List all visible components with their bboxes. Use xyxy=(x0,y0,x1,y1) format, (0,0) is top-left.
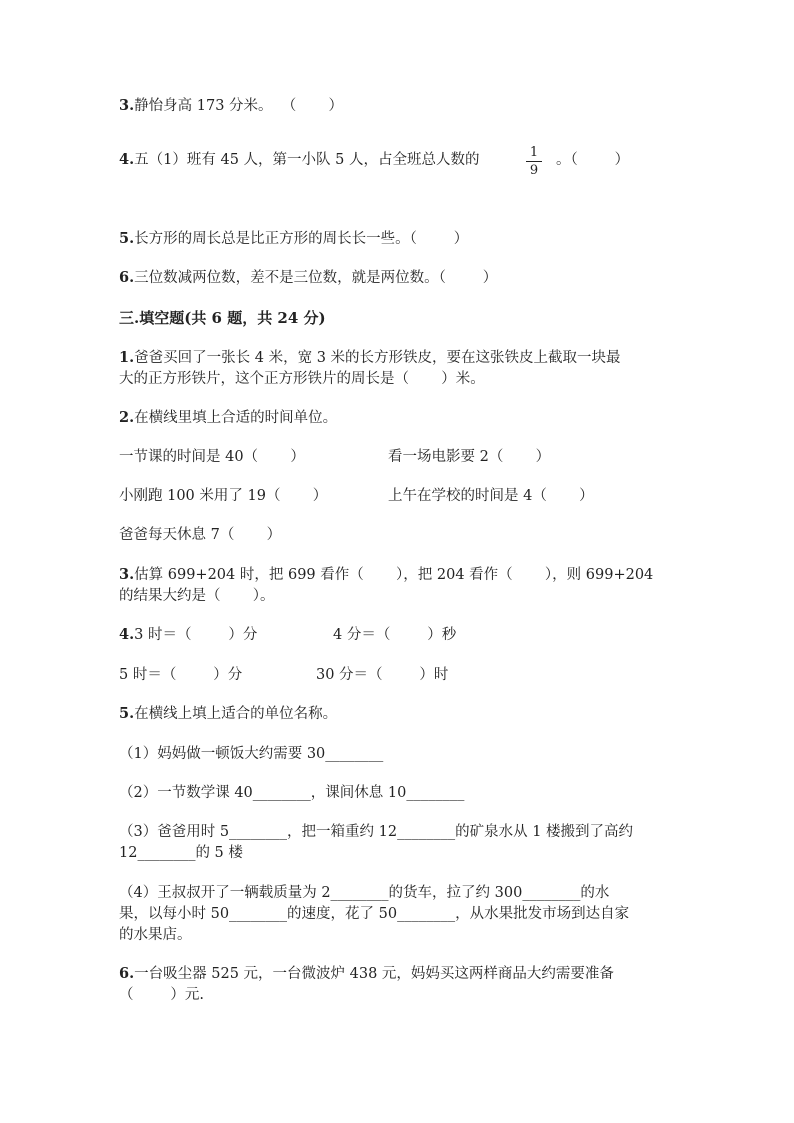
fill-q4-a: 4.3 时＝（ ）分 xyxy=(119,626,258,643)
section-heading: 三.填空题(共 6 题，共 24 分) xyxy=(119,309,326,327)
fill-q5-s3-line2: 12________的 5 楼 xyxy=(119,845,243,861)
judge-q4-tail: 。（ ） xyxy=(556,152,630,168)
fill-q4-c: 5 时＝（ ）分 xyxy=(119,667,243,683)
fill-q5-s2: （2）一节数学课 40________，课间休息 10________ xyxy=(119,785,465,801)
fill-q3-line1: 3.估算 699+204 时，把 699 看作（ ），把 204 看作（ ），则 699+204 xyxy=(119,566,654,583)
fill-q2-a: 一节课的时间是 40（ ） xyxy=(119,449,305,465)
fill-q1-line2: 大的正方形铁片，这个正方形铁片的周长是（ ）米。 xyxy=(119,371,485,387)
fill-q5: 5.在横线上填上适合的单位名称。 xyxy=(119,705,338,722)
fraction-one-ninth: 1 9 xyxy=(526,145,542,178)
fill-q5-s4-line2: 果，以每小时 50________的速度，花了 50________，从水果批发市场到达自家 xyxy=(119,906,630,922)
judge-q5: 5.长方形的周长总是比正方形的周长长一些。（ ） xyxy=(119,230,469,247)
fill-q2-d: 上午在学校的时间是 4（ ） xyxy=(388,488,594,504)
judge-q6: 6.三位数减两位数，差不是三位数，就是两位数。（ ） xyxy=(119,269,498,286)
fill-q2-b: 看一场电影要 2（ ） xyxy=(388,449,551,465)
fill-q4-d: 30 分＝（ ）时 xyxy=(316,667,449,683)
judge-q4: 4.五（1）班有 45 人，第一小队 5 人，占全班总人数的 xyxy=(119,151,480,168)
fill-q6-line1: 6.一台吸尘器 525 元，一台微波炉 438 元，妈妈买这两样商品大约需要准备 xyxy=(119,965,614,982)
fill-q4-b: 4 分＝（ ）秒 xyxy=(333,627,457,643)
fill-q2-e: 爸爸每天休息 7（ ） xyxy=(119,527,282,543)
fill-q5-s4-line3: 的水果店。 xyxy=(119,927,192,943)
fill-q5-s4-line1: （4）王叔叔开了一辆载质量为 2________的货车，拉了约 300________的水 xyxy=(119,885,610,901)
fill-q2: 2.在横线里填上合适的时间单位。 xyxy=(119,409,338,426)
fill-q5-s3-line1: （3）爸爸用时 5________，把一箱重约 12________的矿泉水从 1 楼搬到了高约 xyxy=(119,824,634,840)
fill-q3-line2: 的结果大约是（ ）。 xyxy=(119,588,275,604)
judge-q3: 3.静怡身高 173 分米。 （ ） xyxy=(119,97,344,114)
fill-q6-line2: （ ）元. xyxy=(119,987,204,1003)
fill-q2-c: 小刚跑 100 米用了 19（ ） xyxy=(119,488,328,504)
fill-q5-s1: （1）妈妈做一顿饭大约需要 30________ xyxy=(119,746,384,762)
fill-q1-line1: 1.爸爸买回了一张长 4 米，宽 3 米的长方形铁皮，要在这张铁皮上截取一块最 xyxy=(119,349,621,366)
